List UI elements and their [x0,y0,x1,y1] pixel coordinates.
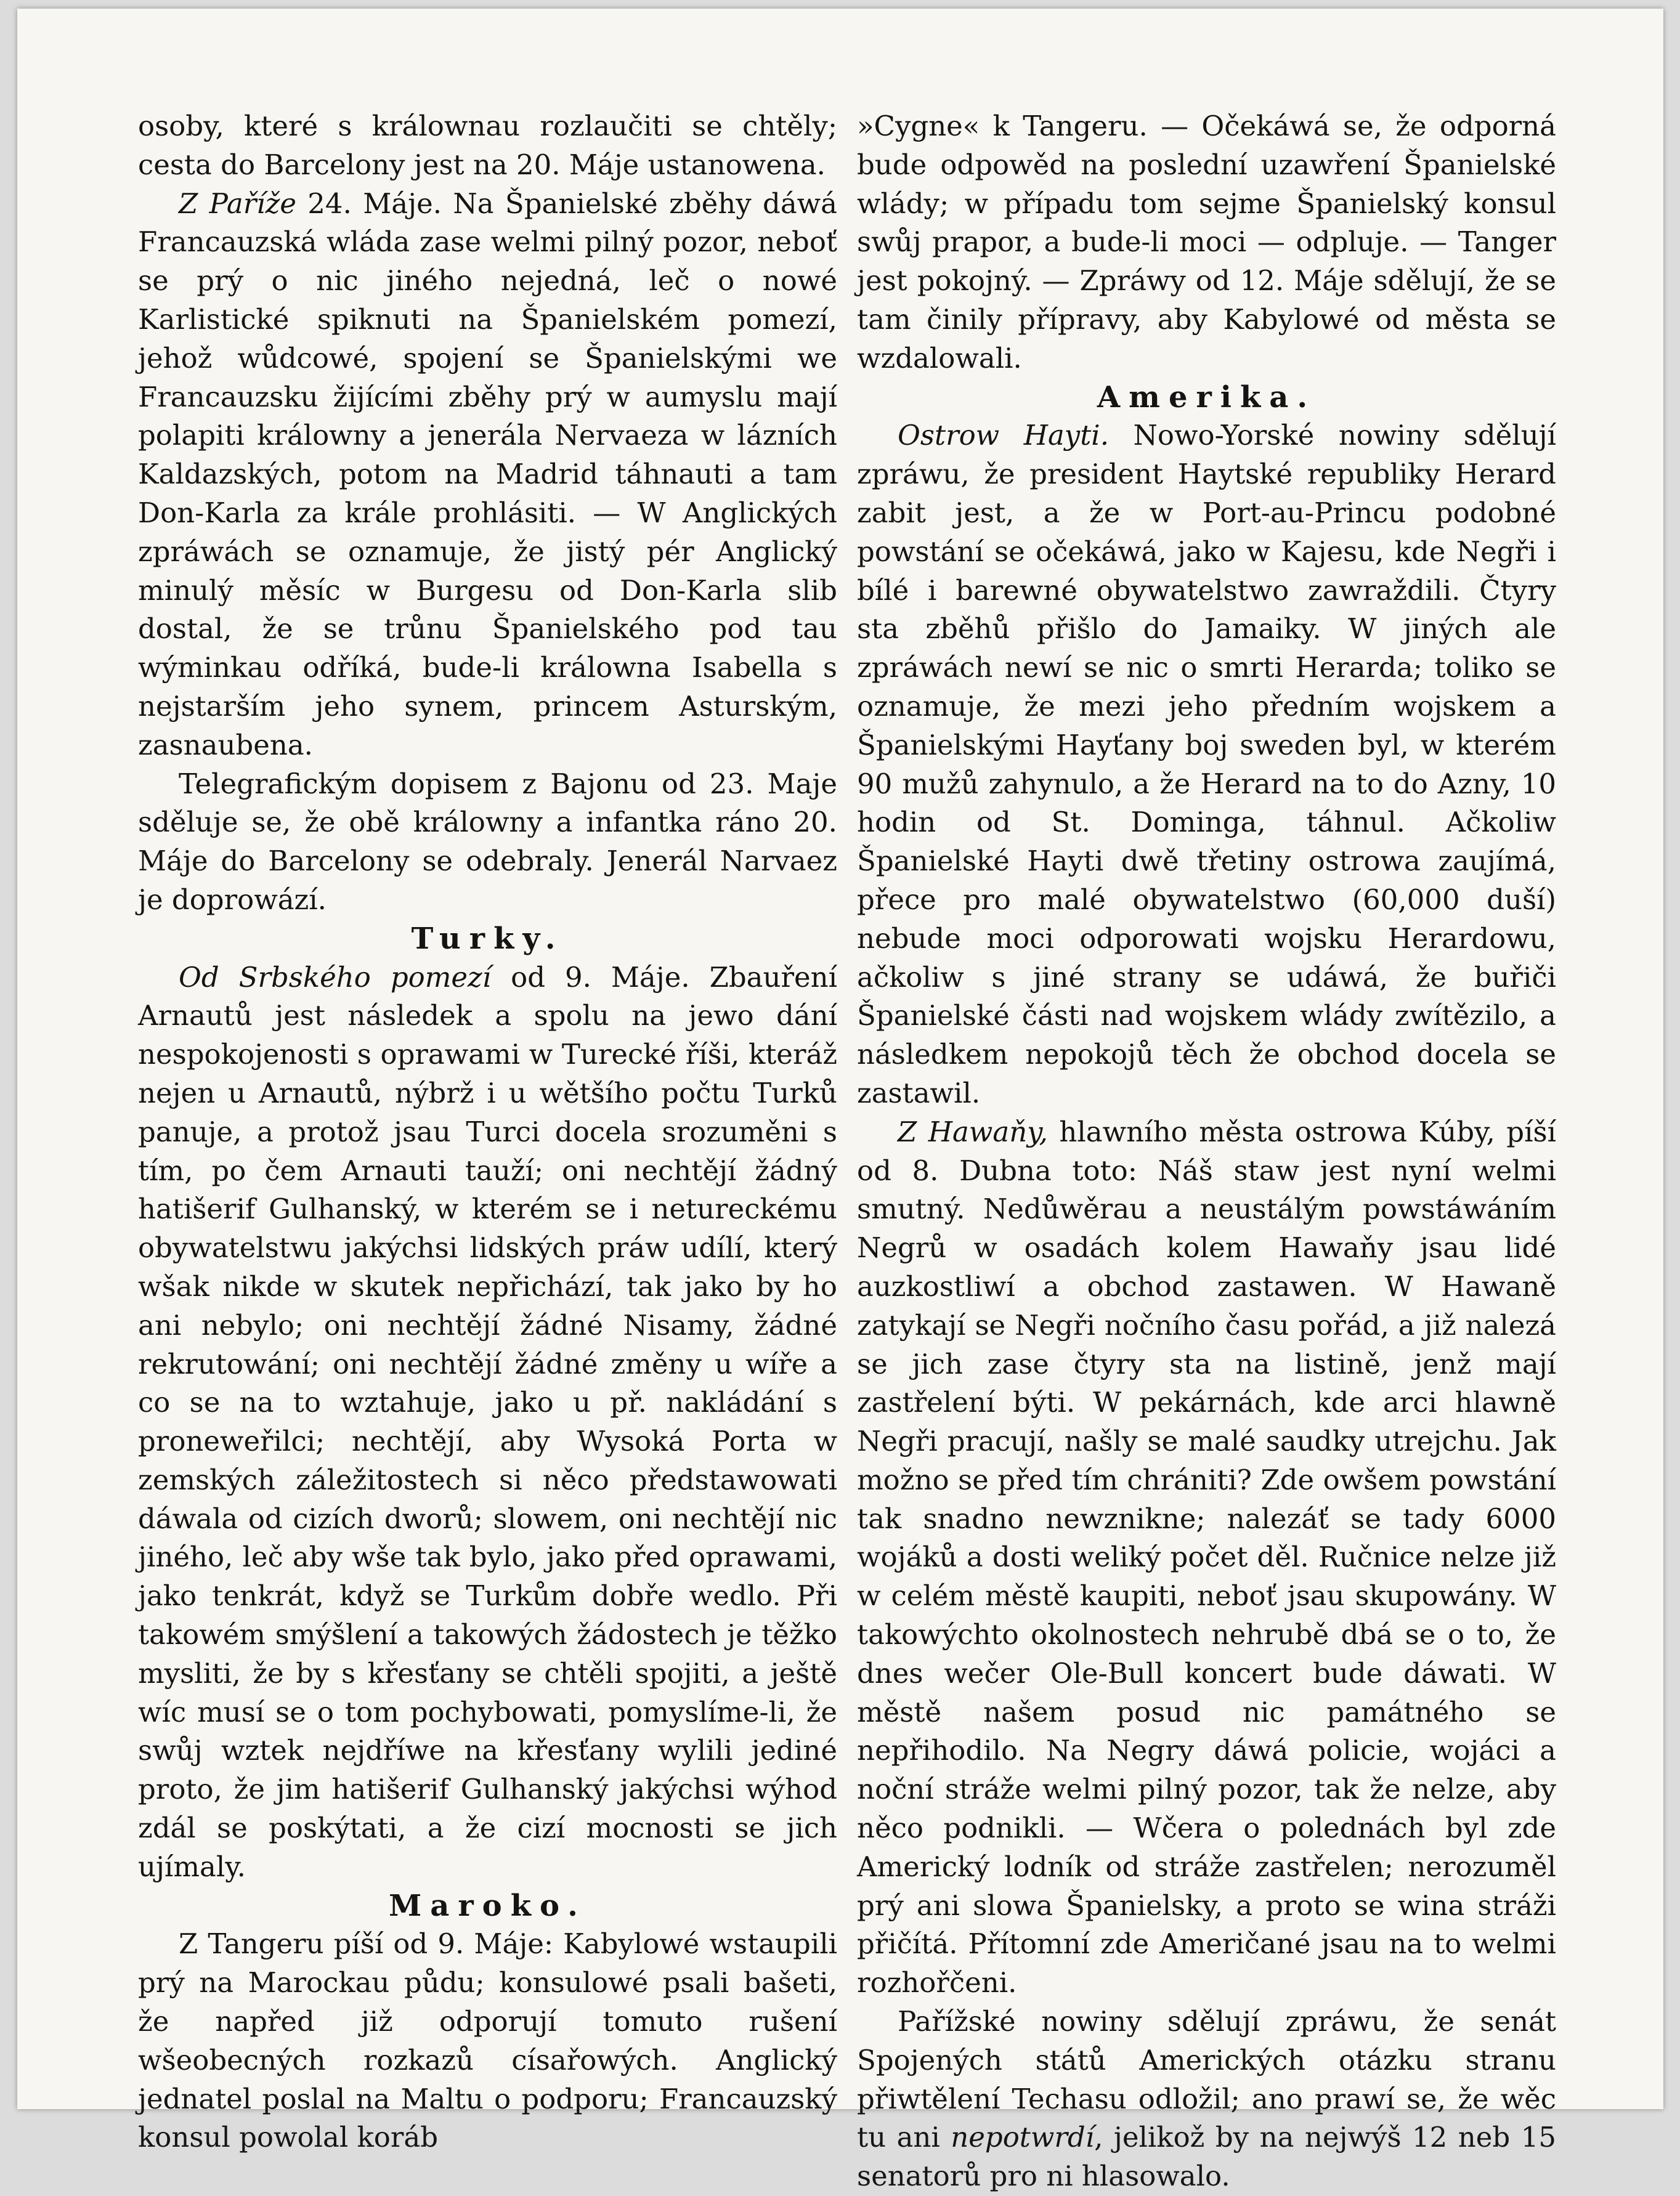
paragraph-text: od 9. Máje. Zbauření Arnautů jest následek a spolu na jewo dání nespokojenosti s oprawami w Turecké říši, kteráž nejen u Arnautů, nýbrž i u wětšího počtu Turků panuje, a protož jsau Turci docela srozuměni s tím, po čem Arnauti tauží; oni nechtějí žádný hatišerif Gulhanský, w kterém se i netureckému obywatelstwu jakýchsi lidských práw udílí, který wšak nikde w skutek nepřichází, tak jako by ho ani nebylo; oni nechtějí žádné Nisamy, žádné rekrutowání; oni nechtějí žádné změny u wíře a co se na to wztahuje, jako u př. nakládání s proneweřilci; nechtějí, aby Wysoká Porta w zemských záležitostech si něco předstawowati dáwala od cizích dworů; slowem, oni nechtějí nic jiného, leč aby wše tak bylo, jako před oprawami, jako tenkrát, když se Turkům dobře wedlo. Při takowém smýšlení a takowých žádostech je těžko mysliti, že by s křesťany se chtěli spojiti, a ještě wíc musí se o tom pochybowati, pomyslíme-li, že swůj wztek nejdříwe na křesťany wylili jediné proto, že jim hatišerif Gulhanský jakýchsi wýhod zdál se poskýtati, a že cizí mocnosti se jich ujímaly. [138,960,837,1883]
paragraph-paris-news [857,2003,1556,2196]
paragraph-text: , jelikož by na nejwýš 12 neb 15 senatorů pro ni hlasowalo. [857,2121,1556,2193]
paragraph-text: Nowo-Yorské nowiny sdělují zpráwu, že president Haytské republiky Herard zabit jest, a že w Port-au-Princu podobné powstání se očekáwá, jako w Kajesu, kde Negři i bílé i barewné obywatelstwo zawraždili. Čtyry sta zběhů přišlo do Jamaiky. W jiných ale zpráwách newí se nic o smrti Herarda; toliko se oznamuje, že mezi jeho předním wojskem a Španielskými Hayťany boj sweden byl, w kterém 90 mužů zahynulo, a že Herard na to do Azny, 10 hodin od St. Dominga, táhnul. Ačkoliw Španielské Hayti dwě třetiny ostrowa zaujímá, přece pro malé obywatelstwo (60,000 duší) nebude moci odporowati wojsku Herardowu, ačkoliw s jiné strany se udáwá, že buřiči Španielské části nad wojskem wlády zwítězilo, a následkem nepokojů těch že obchod docela se zastawil. [857,419,1556,1109]
section-heading-maroko: Maroko. [389,1888,586,1923]
dateline: Ostrow Hayti. [898,419,1110,452]
paragraph: »Cygne« k Tangeru. — Očekáwá se, že odporná bude odpowěd na poslední uzawření Španielské wlády; w případu tom sejme Španielský konsul swůj prapor, a bude-li moci — odpluje. — Tanger jest pokojný. — Zpráwy od 12. Máje sdělují, že se tam činily přípravy, aby Kabylowé od města se wzdalowali. [857,110,1556,375]
section-heading-turky: Turky. [411,921,564,956]
paragraph-serbia [138,958,837,1887]
emphasis: nepotwrdí [951,2121,1095,2154]
paragraph-bayonne: Telegrafickým dopisem z Bajonu od 23. Maje sděluje se, že obě králowny a infantka ráno 20. Máje do Barcelony se odebraly. Jenerál Narvaez je doprowází. [138,767,837,916]
paragraph-havana [857,1113,1556,2003]
paragraph-paris [138,185,837,765]
paragraph-text: 24. Máje. Na Španielské zběhy dáwá Francauzská wláda zase welmi pilný pozor, neboť se prý o nic jiného nejedná, leč o nowé Karlistické spiknuti na Španielském pomezí, jehož wůdcowé, spojení se Španielskými we Francauzsku žijícími zběhy prý w aumyslu mají polapiti králowny a jenerála Nervaeza w lázních Kaldazských, potom na Madrid táhnauti a tam Don-Karla za krále prohlásiti. — W Anglických zpráwách se oznamuje, že jistý pér Anglický minulý měsíc w Burgesu od Don-Karla slib dostal, že se trůnu Španielského pod tau wýminkau odříká, bude-li králowna Isabella s nejstarším jeho synem, princem Asturským, zasnaubena. [138,187,837,761]
paragraph-hayti [857,416,1556,1112]
newspaper-page [17,9,1663,2193]
dateline: Z Hawaňy, [898,1115,1048,1148]
dateline: Od Srbského pomezí [179,960,492,994]
dateline: Z Paříže [179,187,296,220]
section-heading-amerika: Amerika. [1097,379,1317,415]
paragraph-text: hlawního města ostrowa Kúby, píší od 8. Dubna toto: Náš staw jest nyní welmi smutný. Nedůwěrau a neustálým powstáwáním Negrů w osadách kolem Hawaňy jsau lidé auzkostliwí a obchod zastawen. W Hawaně zatykají se Negři nočního času pořád, a již nalezá se jich zase čtyry sta na listině, jenž mají zastřelení býti. W pekárnách, kde arci hlawně Negři pracují, našly se malé saudky utrejchu. Jak možno se před tím chrániti? Zde owšem powstání tak snadno newznikne; nalezáť se tady 6000 wojáků a dosti weliký počet děl. Ručnice nelze již w celém městě kaupiti, neboť jsau skupowány. W takowýchto okolnostech nehrubě dbá se o to, že dnes wečer Ole-Bull koncert bude dáwati. W městě našem posud nic památného se nepřihodilo. Na Negry dáwá policie, wojáci a noční stráže welmi pilný pozor, tak že nelze, aby něco podnikli. — Wčera o polednách byl zde Americký lodník od stráže zastřelen; nerozuměl prý ani slowa Španielsky, a proto se wina stráži přičítá. Přítomní zde Američané jsau na to welmi rozhořčeni. [857,1115,1556,1999]
paragraph: osoby, které s králownau rozlaučiti se chtěly; cesta do Barcelony jest na 20. Máje ustanowena. [138,110,837,181]
left-column [138,107,837,2154]
paragraph-tanger: Z Tangeru píší od 9. Máje: Kabylowé wstaupili prý na Marockau půdu; konsulowé psali bašeti, že napřed již odporují tomuto rušení wšeobecných rozkazů císařowých. Anglický jednatel poslal na Maltu o podporu; Francauzský konsul powolal koráb [138,1927,837,2154]
right-column [857,107,1556,2193]
paragraph-text: Pařížské nowiny sdělují zpráwu, že senát Spojených států Amerických otázku stranu přiwtělení Techasu odložil; ano prawí se, že wěc tu ani [857,2005,1556,2154]
